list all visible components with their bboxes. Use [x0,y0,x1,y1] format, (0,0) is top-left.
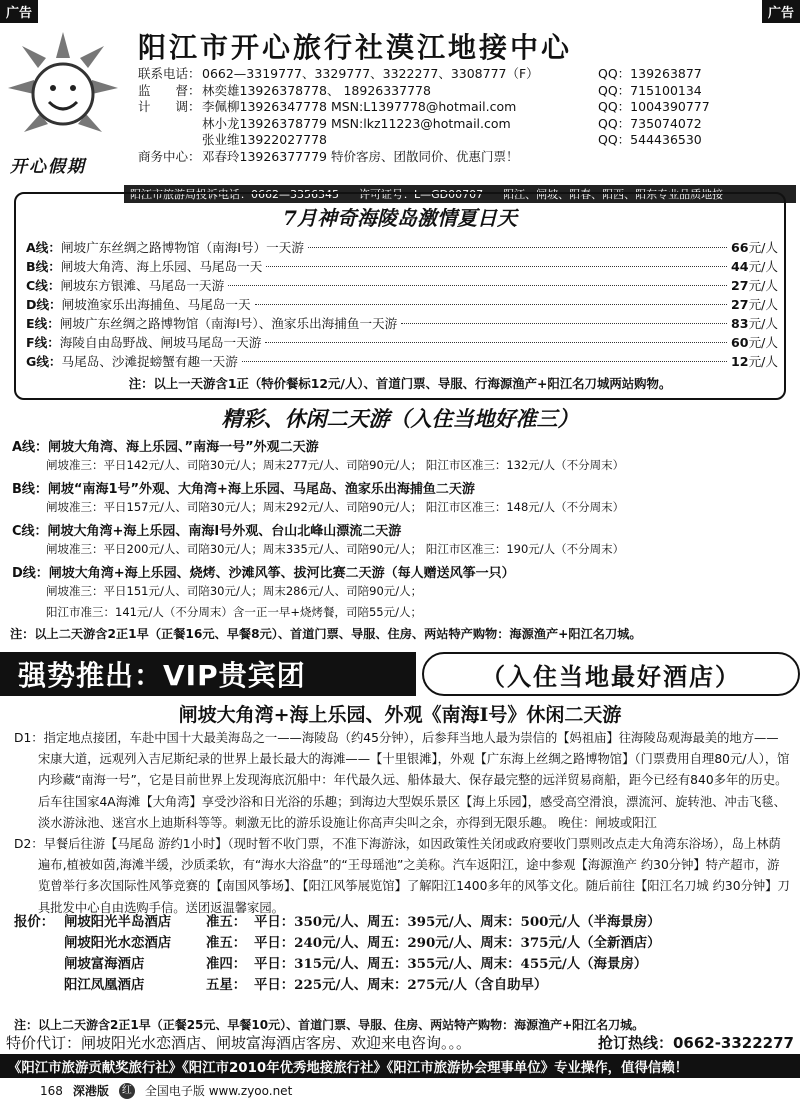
two-day-note: 注：以上二天游含2正1早（正餐16元、早餐8元）、首道门票、导服、住房、两站特产购物：海源渔产+阳江名刀城。 [10,627,642,641]
agency-header [0,22,800,201]
itinerary-title: 闸坡大角湾+海上乐园、外观《南海Ⅰ号》休闲二天游 [178,704,622,726]
qq-number: QQ：735074072 [598,115,702,131]
booking-text: 特价代订：闸坡阳光水恋酒店、闸坡富海酒店客房、欢迎来电咨询。。。 [6,1034,472,1052]
tour-line: B线： 闸坡大角湾、海上乐园、马尾岛一天 44 元/人 [26,259,778,274]
contact-row: 张业维13922027778 [202,132,327,148]
vip-note: 注：以上二天游含2正1早（正餐25元、早餐10元）、首道门票、导服、住房、两站特产购物：海源渔产+阳江名刀城。 [14,1018,645,1032]
pricing-row: 闸坡富海酒店 准四： 平日：315元/人、周五：355元/人、周末：455元/人（海景房） [64,956,648,972]
two-day-line: D线：闸坡大角湾+海上乐园、烧烤、沙滩风筝、拔河比赛二天游（每人赠送风筝一只） [12,566,515,581]
contact-row: 监 督：林奕雄13926378778、 18926337778 [138,82,431,98]
vip-subtitle: （入住当地最好酒店） [422,652,800,696]
two-day-title: 精彩、休闲二天游（入住当地好准三） [221,406,579,431]
contact-list [138,66,539,166]
edition-label: 深港版 [72,1084,109,1098]
two-day-price: 闸坡准三：平日157元/人、司陪30元/人；周末292元/人、司陪90元/人； 阳江市区准三：148元/人（不分周末） [46,500,625,514]
pricing-row: 阳江凤凰酒店 五星： 平日：225元/人、周末：275元/人（含自助早） [64,977,548,993]
vip-banner [0,652,800,696]
site-link[interactable]: 全国电子版 www.zyoo.net [144,1084,293,1098]
vip-pricing [14,912,790,996]
honor-strip: 《阳江市旅游贡献奖旅行社》《阳江市2010年优秀地接旅行社》《阳江市旅游协会理事单位》专业操作，值得信赖！ [0,1054,800,1078]
license-number: 许可证号：L—GD00707 [358,188,484,201]
contact-row: 林小龙13926378779 MSN:lkz11223@hotmail.com [202,115,511,131]
ad-label-left: 广告 [0,0,38,23]
tour-line: A线： 闸坡广东丝绸之路博物馆（南海Ⅰ号）一天游 66 元/人 [26,240,778,255]
two-day-line: B线：闸坡“南海1号”外观、大角湾+海上乐园、马尾岛、渔家乐出海捕鱼二天游 [12,482,475,497]
contact-row: 计 调：李佩柳13926347778 MSN:L1397778@hotmail.com [138,99,517,115]
hotline: 抢订热线：0662-3322277 [597,1034,794,1052]
tour-line: D线： 闸坡渔家乐出海捕鱼、马尾岛一天 27 元/人 [26,297,778,312]
day-tours-note: 注：以上一天游含1正（特价餐标12元/人）、首道门票、导服、行海源渔产+阳江名刀城两站购物。 [128,376,672,391]
page-number: 168 [40,1083,63,1098]
tour-line: F线： 海陵自由岛野战、闸坡马尾岛一天游 60 元/人 [26,335,778,350]
complaint-phone: 阳江市旅游局投诉电话：0662—3356345 [130,188,339,201]
qq-number: QQ：544436530 [598,132,702,148]
pricing-row: 报价： 闸坡阳光半岛酒店 准五： 平日：350元/人、周五：395元/人、周末：500元/人（半海景房） [14,914,661,930]
day-tours-title: 7月神奇海陵岛激情夏日天 [283,206,517,230]
booking-agent [6,1032,794,1053]
itinerary-day1: D1：指定地点接团，车赴中国十大最美海岛之一——海陵岛（约45分钟），后参拜当地人最为崇信的【妈祖庙】往海陵岛观海最美的地方——宋康大道，远观列入吉尼斯纪录的世界上最长最大的海滩——【十里银滩】，外观【广东海上丝绸之路博物馆】（门票费用自理80元/人），馆内珍藏“南海一号”，它是目前世界上发现海底沉船中：年代最久远、船体最大、保存最完整的远洋贸易商船，距今已经有840多年的历史。后车往国家4A海滩【大角湾】享受沙浴和日光浴的乐趣；到海边大型娱乐景区【海上乐园】，感受高空滑浪，漂流河、旋转池、冲击飞毯、淡水游泳池、迷宫水上迪斯科等等。刺激无比的游乐设施让你高声尖叫之余，亦得到无限乐趣。 晚住：闸坡或阳江 [14,731,790,830]
qq-list [598,66,710,149]
tour-line: E线： 闸坡广东丝绸之路博物馆（南海Ⅰ号）、渔家乐出海捕鱼一天游 83 元/人 [26,316,778,331]
two-day-section [0,402,800,642]
itinerary [14,728,790,919]
two-day-line: C线：闸坡大角湾+海上乐园、南海Ⅰ号外观、台山北峰山漂流二天游 [12,524,402,539]
pricing-row: 闸坡阳光水恋酒店 准五： 平日：240元/人、周五：290元/人、周末：375元/人（全新酒店） [64,935,661,951]
vip-title: 强势推出：VIP贵宾团 [0,652,416,696]
tour-line: G线： 马尾岛、沙滩捉螃蟹有趣一天游 12 元/人 [26,354,778,369]
qq-number: QQ：1004390777 [598,99,710,115]
two-day-price: 闸坡准三：平日200元/人、司陪30元/人；周末335元/人、司陪90元/人； 阳江市区准三：190元/人（不分周末） [46,542,625,556]
provider-note: 阳江、闸坡、阳春、阳西、阳东专业品质地接 [503,188,724,201]
day-tours-section [14,192,786,400]
tour-line: C线： 闸坡东方银滩、马尾岛一天游 27 元/人 [26,278,778,293]
logo-caption: 开心假期 [10,157,86,177]
contact-row: 商务中心：邓春玲13926377779 特价客房、团散同价、优惠门票！ [138,148,519,164]
itinerary-day2: D2：早餐后往游【马尾岛 游约1小时】（现时暂不收门票，不准下海游泳，如因政策性关闭或政府要收门票则改点走大角湾东浴场），岛上林荫遍布,植被如茵,海滩半缓，沙质柔软，有“海水大浴盘”的“王母瑶池”之美称。汽车返阳江，途中参观【海源渔产 约30分钟】特产超市，游览曾举行多次国际性风筝竞赛的【南国风筝场】、【阳江风筝展览馆】了解阳江1400多年的风筝文化。随后前往【阳江名刀城 约30分钟】刀具批发中心自由选购手信。送团返温馨家园。 [14,837,790,915]
page-footer [40,1082,292,1099]
qq-number: QQ：139263877 [598,66,702,81]
ad-label-right: 广告 [762,0,800,23]
qq-number: QQ：715100134 [598,82,702,98]
two-day-price-extra: 阳江市准三：141元/人（不分周末）含一正一早+烧烤餐，司陪55元/人； [46,605,422,619]
agency-title: 阳江市开心旅行社漠江地接中心 [138,31,573,64]
two-day-price: 闸坡准三：平日142元/人、司陪30元/人；周末277元/人、司陪90元/人； 阳江市区准三：132元/人（不分周末） [46,458,625,472]
two-day-line: A线：闸坡大角湾、海上乐园、”南海一号”外观二天游 [12,440,319,455]
two-day-price: 闸坡准三：平日151元/人、司陪30元/人；周末286元/人、司陪90元/人； [46,584,423,598]
edition-circle-icon: 红 [119,1083,135,1099]
contact-row: 联系电话：0662—3319777、3329777、3322277、3308777（F） [138,66,539,81]
